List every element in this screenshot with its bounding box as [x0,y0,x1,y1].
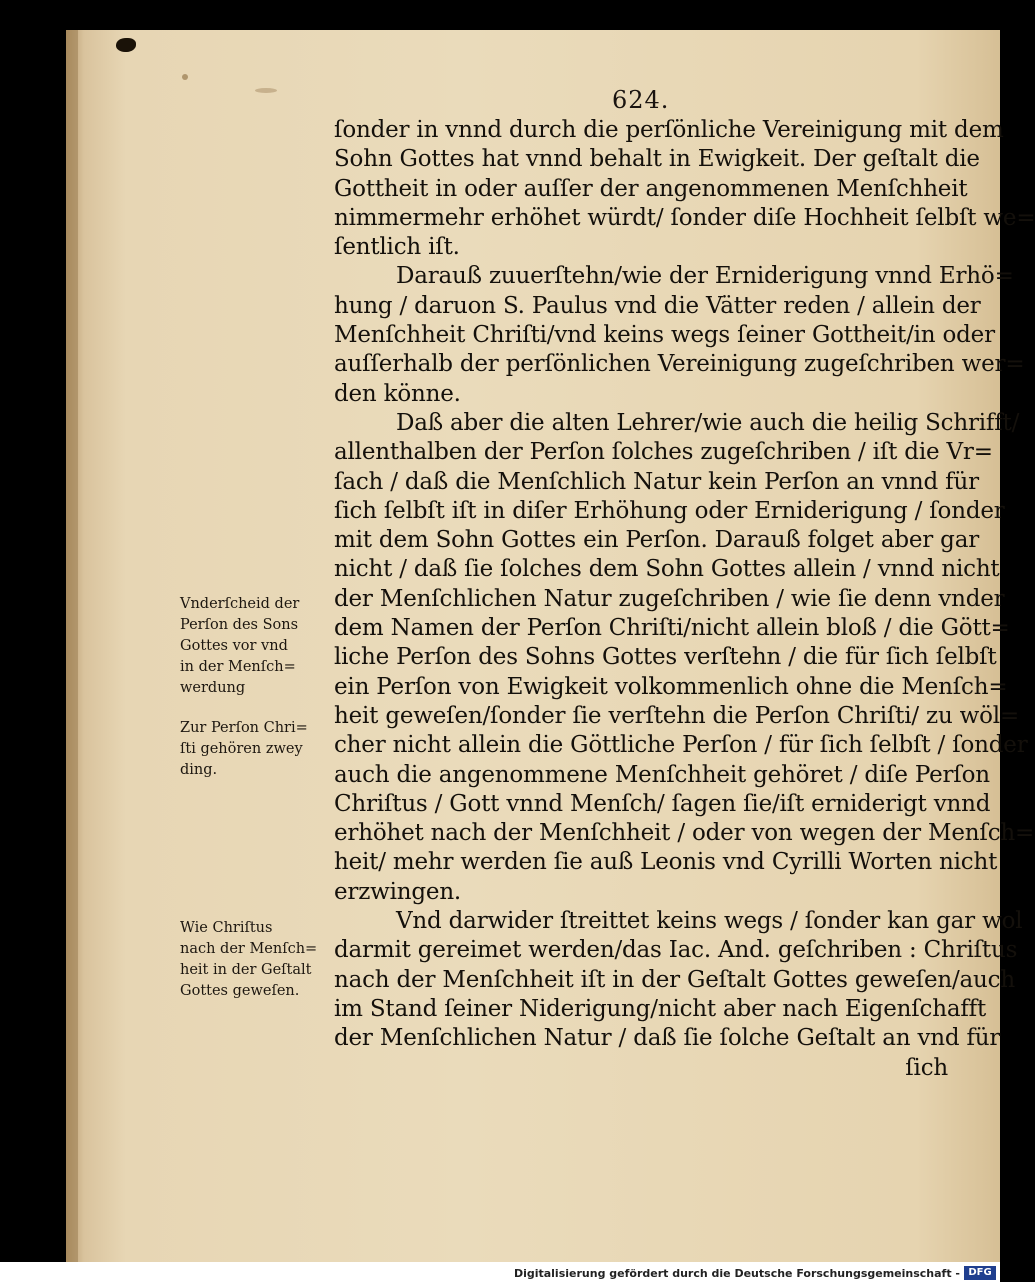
text-line: ſentlich iſt. [334,234,460,261]
text-line: Gottheit in oder auſſer der angenommenen Menſchheit [334,175,968,202]
text-line: heit geweſen/ſonder ſie verſtehn die Perſon Chriſti/ zu wöl= [334,702,1020,729]
text-line: cher nicht allein die Göttliche Perſon / für ſich ſelbſt / ſonder [334,732,1028,759]
margin-note-line: ſti gehören zwey [180,741,303,757]
text-line: ſich ſelbſt iſt in diſer Erhöhung oder Erniderigung / ſonder [334,497,1005,524]
ink-blot [116,38,136,52]
margin-note-line: werdung [180,680,246,696]
text-line: liche Perſon des Sohns Gottes verſtehn / die für ſich ſelbſt [334,644,997,671]
footer-bar [0,1262,1000,1282]
main-text-block [334,116,1035,1083]
text-line: hung / daruon S. Paulus vnd die Vätter reden / allein der [334,292,981,319]
margin-note-line: heit in der Geſtalt [180,962,312,978]
text-line: der Menſchlichen Natur / daß ſie ſolche Geſtalt an vnd für [334,1025,1001,1052]
text-line: ein Perſon von Ewigkeit volkommenlich ohne die Menſch= [334,673,1008,700]
page-number: 624. [612,86,670,114]
paragraph-start-line: Darauß zuuerſtehn/wie der Erniderigung vnnd Erhö= [396,263,1014,290]
margin-note-line: Gottes vor vnd [180,638,288,654]
paper-speck [182,74,188,80]
text-line: Chriſtus / Gott vnnd Menſch/ ſagen ſie/iſt erniderigt vnnd [334,790,991,817]
margin-note-line: Gottes geweſen. [180,983,300,999]
text-line: Sohn Gottes hat vnnd behalt in Ewigkeit. Der geſtalt die [334,146,980,173]
paragraph-start-line: Daß aber die alten Lehrer/wie auch die heilig Schrifft/ [396,409,1020,436]
text-line: Menſchheit Chriſti/vnd keins wegs ſeiner Gottheit/in oder [334,322,995,349]
paper-speck [255,88,277,93]
text-line: darmit gereimet werden/das Iac. And. geſchriben : Chriſtus [334,937,1018,964]
text-line: nimmermehr erhöhet würdt/ ſonder diſe Hochheit ſelbſt we= [334,204,1035,231]
text-line: der Menſchlichen Natur zugeſchriben / wie ſie denn vnder [334,585,1005,612]
margin-note-form-of-god [180,918,330,1002]
text-line: erzwingen. [334,878,462,905]
dfg-logo[interactable]: DFG [964,1266,996,1280]
margin-note-line: Zur Perſon Chri= [180,720,308,736]
text-line: auch die angenommene Menſchheit gehöret / diſe Perſon [334,761,990,788]
margin-note-person [180,718,330,781]
paragraph-start-line: Vnd darwider ſtreittet keins wegs / ſonder kan gar wol [396,908,1023,935]
margin-note-line: ding. [180,762,218,778]
text-line: ſach / daß die Menſchlich Natur kein Perſon an vnnd für [334,468,979,495]
margin-note-line: Wie Chriſtus [180,920,273,936]
text-line: den könne. [334,380,461,407]
margin-note-line: nach der Menſch= [180,941,318,957]
page-gutter-shadow [66,30,78,1262]
text-line: auſſerhalb der perſönlichen Vereinigung zugeſchriben wer= [334,351,1025,378]
text-line: nicht / daß ſie ſolches dem Sohn Gottes allein / vnnd nicht [334,556,1000,583]
text-line: erhöhet nach der Menſchheit / oder von wegen der Menſch= [334,820,1035,847]
text-line: dem Namen der Perſon Chriſti/nicht allein bloß / die Gött= [334,615,1010,642]
catchword: ſich [905,1054,948,1081]
funding-notice: Digitalisierung gefördert durch die Deutsche Forschungsgemeinschaft - [513,1267,960,1280]
text-line: mit dem Sohn Gottes ein Perſon. Darauß folget aber gar [334,527,980,554]
text-line: heit/ mehr werden ſie auß Leonis vnd Cyrilli Worten nicht [334,849,998,876]
text-line: im Stand ſeiner Niderigung/nicht aber nach Eigenſchafft [334,995,987,1022]
margin-note-line: Vnderſcheid der [180,596,300,612]
text-line: allenthalben der Perſon ſolches zugeſchriben / iſt die Vr= [334,439,993,466]
text-line: nach der Menſchheit iſt in der Geſtalt Gottes geweſen/auch [334,966,1015,993]
margin-note-line: in der Menſch= [180,659,296,675]
margin-note-line: Perſon des Sons [180,617,299,633]
margin-note-distinction [180,594,330,699]
text-line: ſonder in vnnd durch die perſönliche Vereinigung mit dem [334,117,1004,143]
